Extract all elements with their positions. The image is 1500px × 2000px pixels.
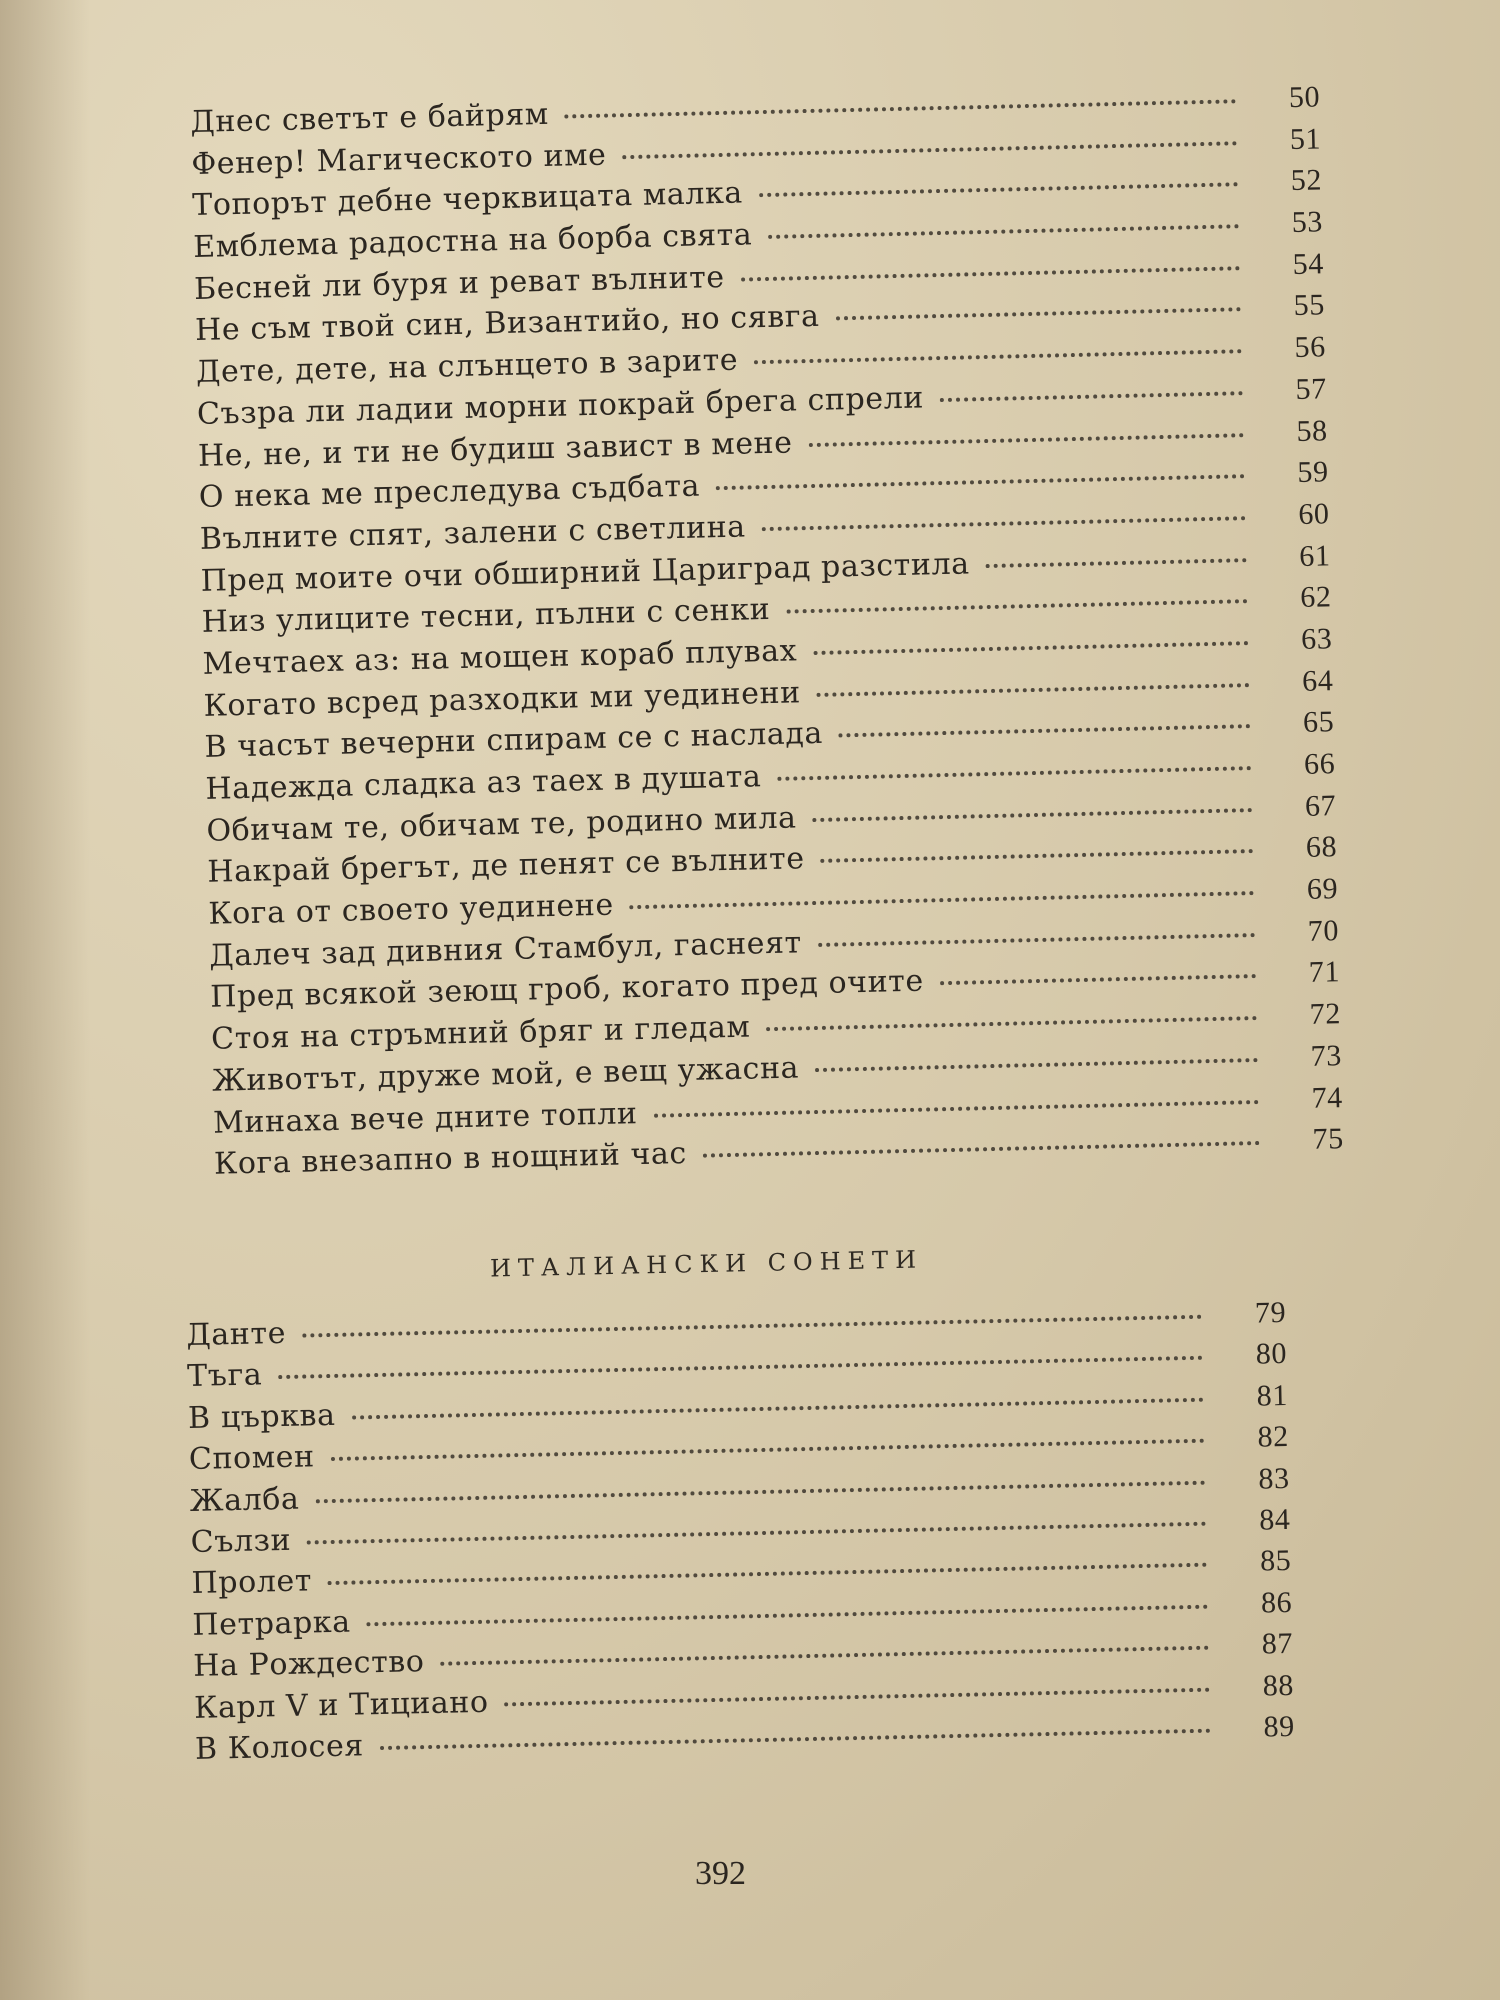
dot-leader: [331, 1439, 1205, 1461]
toc-entry-title: Далеч зад дивния Стамбул, гаснеят: [208, 925, 803, 974]
toc-entry-title: Фенер! Магическото име: [190, 137, 607, 182]
dot-leader: [278, 1356, 1203, 1379]
toc-entry-page: 86: [1260, 1585, 1293, 1620]
toc-entry-title: Низ улиците тесни, пълни с сенки: [201, 592, 771, 641]
toc-entry-page: 63: [1300, 622, 1333, 656]
toc-entry-page: 80: [1255, 1337, 1288, 1371]
toc-entry-title: Съзра ли ладии морни покрай брега спрели: [196, 380, 925, 432]
dot-leader: [821, 849, 1254, 863]
dot-leader: [786, 599, 1247, 613]
dot-leader: [839, 724, 1251, 737]
toc-entry-page: 85: [1259, 1544, 1292, 1578]
toc-entry-page: 66: [1303, 747, 1336, 781]
toc-entry-page: 79: [1254, 1295, 1287, 1330]
dot-leader: [565, 99, 1236, 118]
toc-entry-page: 89: [1263, 1709, 1296, 1744]
toc-entry-title: На Рождество: [192, 1644, 425, 1685]
toc-entry-title: В часът вечерни спирам се с наслада: [204, 716, 824, 766]
dot-leader: [777, 766, 1251, 781]
toc-entry-title: Пролет: [191, 1563, 313, 1602]
toc-entry-page: 88: [1262, 1668, 1295, 1703]
dot-leader: [367, 1604, 1209, 1626]
dot-leader: [654, 1100, 1259, 1118]
toc-entry-title: Бесней ли буря и реват вълните: [193, 259, 726, 307]
toc-entry-page: 69: [1306, 872, 1339, 906]
dot-leader: [818, 933, 1255, 947]
toc-entry-title: Пред моите очи обширний Цариград разстила: [200, 545, 971, 599]
dot-leader: [328, 1563, 1207, 1585]
toc-entry-page: 87: [1261, 1627, 1294, 1661]
toc-entry-title: Животът, друже мой, е вещ ужасна: [211, 1050, 800, 1099]
dot-leader: [986, 558, 1247, 568]
toc-entry-page: 62: [1299, 580, 1332, 615]
toc-entry-page: 81: [1256, 1378, 1289, 1413]
toc-entry-title: Мечтаех аз: на мощен кораб плувах: [202, 633, 798, 682]
toc-entry-page: 50: [1288, 80, 1321, 115]
toc-entry-title: Петрарка: [192, 1604, 352, 1643]
toc-entry-title: Не съм твой син, Византийо, но сявга: [194, 299, 820, 349]
dot-leader: [352, 1397, 1204, 1419]
toc-entry-page: 83: [1258, 1461, 1290, 1496]
dot-leader: [815, 1058, 1258, 1072]
toc-entry-page: 75: [1312, 1122, 1345, 1156]
dot-leader: [809, 433, 1244, 447]
dot-leader: [630, 891, 1254, 909]
dot-leader: [380, 1729, 1211, 1750]
toc-entry-title: Пред всякой зеющ гроб, когато пред очите: [209, 964, 925, 1016]
dot-leader: [754, 349, 1242, 364]
toc-entry-title: Жалба: [189, 1481, 300, 1519]
toc-entry-title: Дете, дете, на слънцето в зарите: [195, 342, 739, 391]
dot-leader: [505, 1687, 1210, 1706]
toc-entry-title: Кога от своето уединене: [207, 887, 615, 932]
dot-leader: [768, 224, 1239, 239]
toc-entry-page: 58: [1296, 413, 1329, 448]
toc-entry-page: 54: [1292, 247, 1325, 281]
toc-entry-page: 72: [1309, 997, 1342, 1031]
toc-entry-title: Емблема радостна на борба свята: [192, 217, 753, 266]
toc-entry-title: Карл V и Тициано: [193, 1684, 489, 1726]
toc-entry-page: 71: [1308, 955, 1341, 990]
toc-entry-page: 64: [1301, 663, 1334, 698]
toc-entry-page: 70: [1307, 913, 1340, 948]
dot-leader: [762, 516, 1246, 531]
toc-entry-title: В църква: [187, 1397, 336, 1436]
dot-leader: [766, 1016, 1257, 1031]
toc-entry-title: Стоя на стръмний бряг и гледам: [210, 1009, 751, 1057]
table-of-contents: [190, 79, 1344, 1188]
toc-entry-title: Топорът дебне черквицата малка: [191, 175, 744, 224]
toc-entry-page: 55: [1293, 288, 1326, 323]
toc-entry-title: Накрай брегът, де пенят се вълните: [207, 841, 806, 891]
toc-entry-title: Когато всред разходки ми уединени: [203, 674, 802, 724]
toc-entry-title: Кога внезапно в нощний час: [213, 1136, 688, 1182]
dot-leader: [741, 266, 1240, 281]
spine-shadow: [0, 0, 90, 2000]
toc-entry-title: Данте: [186, 1315, 287, 1353]
toc-entry-page: 57: [1295, 372, 1328, 406]
toc-entry-title: Днес светът е байрям: [190, 96, 550, 140]
toc-entry-page: 61: [1298, 538, 1331, 573]
dot-leader: [703, 1141, 1260, 1158]
dot-leader: [940, 391, 1243, 402]
dot-leader: [307, 1522, 1206, 1545]
toc-entry-page: 60: [1297, 497, 1330, 531]
section-heading: ИТАЛИАНСКИ СОНЕТИ: [489, 1245, 924, 1283]
toc-entry-title: О нека ме преследува съдбата: [198, 468, 701, 516]
toc-entry-page: 84: [1258, 1502, 1291, 1537]
toc-entry-page: 51: [1289, 122, 1322, 156]
toc-entry-page: 52: [1290, 163, 1323, 198]
toc-entry-title: Спомен: [188, 1439, 316, 1478]
toc-entry-title: Тъга: [186, 1357, 263, 1395]
toc-entry-page: 53: [1291, 205, 1324, 240]
toc-entry-page: 59: [1297, 455, 1329, 490]
toc-entry-title: В Колосея: [194, 1728, 365, 1767]
dot-leader: [759, 183, 1238, 198]
dot-leader: [940, 974, 1256, 985]
toc-entry-page: 68: [1305, 830, 1338, 865]
page-number: 392: [695, 1855, 746, 1892]
toc-entry-page: 56: [1294, 330, 1327, 365]
dot-leader: [836, 308, 1241, 321]
toc-entry-page: 74: [1311, 1080, 1344, 1115]
toc-entry-title: Вълните спят, залени с светлина: [199, 509, 747, 557]
toc-entry-title: Минаха вече дните топли: [212, 1095, 638, 1141]
dot-leader: [315, 1480, 1205, 1503]
dot-leader: [622, 141, 1237, 159]
toc-entry-title: Надежда сладка аз таех в душата: [205, 759, 762, 807]
dot-leader: [716, 474, 1245, 490]
dot-leader: [817, 683, 1250, 697]
toc-entry-page: 67: [1304, 788, 1337, 823]
toc-entry-page: 73: [1310, 1038, 1343, 1073]
toc-entry-page: 65: [1302, 705, 1335, 740]
toc-entry-title: Обичам те, обичам те, родино мила: [206, 800, 797, 849]
dot-leader: [813, 641, 1248, 655]
table-of-contents-italian-sonnets: [186, 1295, 1295, 1773]
toc-entry-title: Сълзи: [190, 1522, 292, 1560]
dot-leader: [813, 808, 1253, 822]
dot-leader: [302, 1315, 1202, 1338]
toc-entry-page: 82: [1257, 1420, 1290, 1454]
toc-entry-title: Не, не, и ти не будиш завист в мене: [197, 424, 793, 474]
dot-leader: [440, 1646, 1209, 1666]
